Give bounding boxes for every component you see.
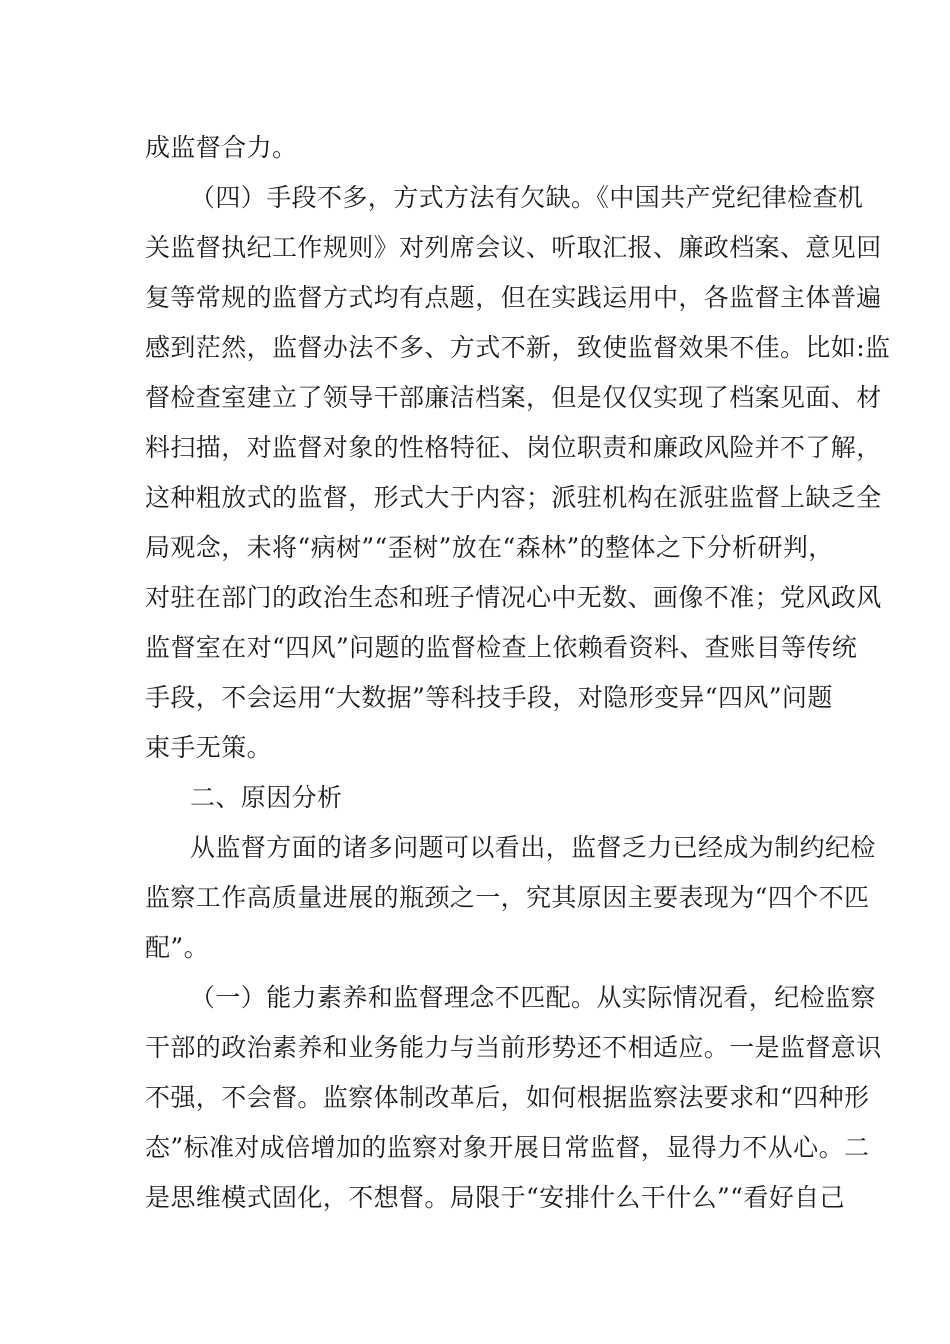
text-line: 手段，不会运用“大数据”等科技手段，对隐形变异“四风”问题: [145, 683, 833, 712]
text-line: 配”。: [145, 933, 209, 962]
paragraph-start-line: （一）能力素养和监督理念不匹配。从实际情况看，纪检监察: [190, 983, 876, 1012]
text-line: 关监督执纪工作规则》对列席会议、听取汇报、廉政档案、意见回: [145, 233, 882, 262]
text-line: 成监督合力。: [145, 133, 298, 162]
text-line: 复等常规的监督方式均有点题，但在实践运用中，各监督主体普遍: [145, 283, 882, 312]
text-line: 感到茫然，监督办法不多、方式不新，致使监督效果不佳。比如:监: [145, 333, 891, 362]
text-line: 不强，不会督。监察体制改革后，如何根据监察法要求和“四种形: [145, 1083, 870, 1112]
text-line: 监督室在对“四风”问题的监督检查上依赖看资料、查账目等传统: [145, 633, 858, 662]
text-line: 局观念，未将“病树”“歪树”放在“森林”的整体之下分析研判，: [145, 533, 834, 562]
text-line: 督检查室建立了领导干部廉洁档案，但是仅仅实现了档案见面、材: [145, 383, 882, 412]
text-line: 是思维模式固化，不想督。局限于“安排什么干什么”“看好自己: [145, 1183, 845, 1212]
section-heading: 二、原因分析: [190, 783, 343, 812]
text-line: 对驻在部门的政治生态和班子情况心中无数、画像不准；党风政风: [145, 583, 882, 612]
paragraph-start-line: （四）手段不多，方式方法有欠缺。《中国共产党纪律检查机: [190, 183, 864, 212]
paragraph-start-line: 从监督方面的诸多问题可以看出，监督乏力已经成为制约纪检: [190, 833, 876, 862]
text-line: 态”标准对成倍增加的监察对象开展日常监督，显得力不从心。二: [145, 1133, 870, 1162]
text-line: 料扫描，对监督对象的性格特征、岗位职责和廉政风险并不了解，: [145, 433, 882, 462]
text-line: 束手无策。: [145, 733, 273, 762]
text-line: 这种粗放式的监督，形式大于内容；派驻机构在派驻监督上缺乏全: [145, 483, 882, 512]
text-line: 干部的政治素养和业务能力与当前形势还不相适应。一是监督意识: [145, 1033, 882, 1062]
text-line: 监察工作高质量进展的瓶颈之一，究其原因主要表现为“四个不匹: [145, 883, 870, 912]
